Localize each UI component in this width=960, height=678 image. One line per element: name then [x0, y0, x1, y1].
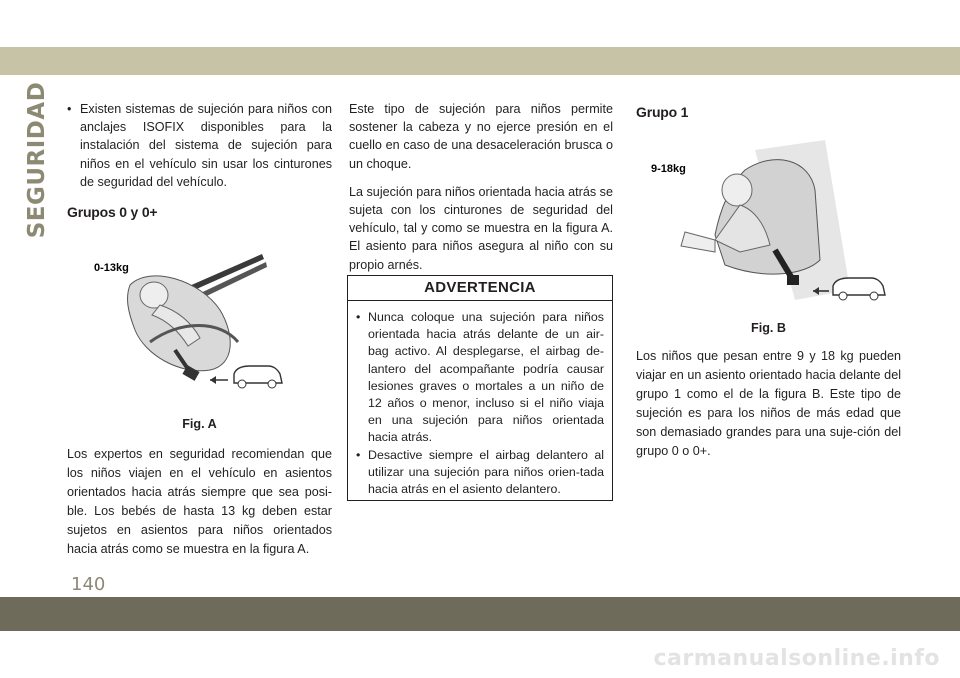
paragraph-experts-text: Los expertos en seguridad recomiendan que los niños viajen en el vehículo en asientos orientados hacia atrás siempre que sea posi-ble. Los bebés de hasta 13 kg deben estar sujetos en asientos para niños orientados hacia atrás como se muestra en la figura A.: [67, 447, 332, 556]
heading-grupo-1: Grupo 1: [636, 104, 689, 120]
column-2: [349, 100, 613, 284]
warning-title: ADVERTENCIA: [348, 276, 612, 301]
paragraph-rearfacing: La sujeción para niños orientada hacia atrás se sujeta con los cinturones de seguridad del vehículo, tal y como se muestra en la figura A. El asiento para niños asegura al niño con su propio arnés.: [349, 184, 613, 272]
paragraph-grupo1: [636, 347, 901, 471]
figure-a-caption: Fig. A: [182, 417, 217, 431]
paragraph-experts: [67, 445, 332, 569]
figure-b-caption: Fig. B: [751, 321, 786, 335]
warning-body: [348, 301, 612, 498]
figure-b: [645, 140, 890, 310]
paragraph-support: Este tipo de sujeción para niños permite sostener la cabeza y no ejerce presión en el cuello en caso de una desaceleración brusca o un choque.: [349, 102, 613, 171]
paragraph-grupo1-text: Los niños que pesan entre 9 y 18 kg pueden viajar en un asiento orientado hacia delante del grupo 1 como el de la figura B. Este tipo de sujeción es para los niños de más edad que son demasiado grandes para una suje-ción del grupo 0 o 0+.: [636, 349, 901, 458]
figure-b-weight-label: 9-18kg: [651, 163, 686, 175]
figure-a-weight-label: 0-13kg: [94, 262, 129, 274]
heading-grupo-0: Grupos 0 y 0+: [67, 204, 158, 220]
footer-band: [0, 597, 960, 631]
page-number: 140: [71, 574, 106, 595]
section-tab: [22, 81, 52, 239]
section-title: SEGURIDAD: [24, 81, 50, 239]
warning-item: • Nunca coloque una sujeción para niños orientada hacia atrás delante de un air-bag activo. Al desplegarse, el airbag de-lantero del acompañante podría causar lesiones graves o mortales a un niño de 12 años o menor, incluso si el niño viaja en una sujeción para niños orientada hacia atrás.: [356, 309, 604, 447]
infant-seat-illustration: [90, 250, 290, 395]
bullet-isofix: • Existen sistemas de sujeción para niños con anclajes ISOFIX disponibles para la instalación del sistema de sujeción para niños en el vehículo sin usar los cinturones de seguridad del vehículo.: [67, 100, 332, 191]
watermark: carmanualsonline.info: [653, 646, 940, 671]
warning-item: • Desactive siempre el airbag delantero al utilizar una sujeción para niños orien-tada hacia atrás en el asiento delantero.: [356, 447, 604, 499]
forward-seat-illustration: [645, 140, 890, 310]
column-1: [67, 100, 332, 201]
warning-box: [347, 275, 613, 501]
header-band: [0, 0, 960, 75]
header-stripe: [0, 47, 960, 75]
figure-a: [90, 250, 290, 395]
